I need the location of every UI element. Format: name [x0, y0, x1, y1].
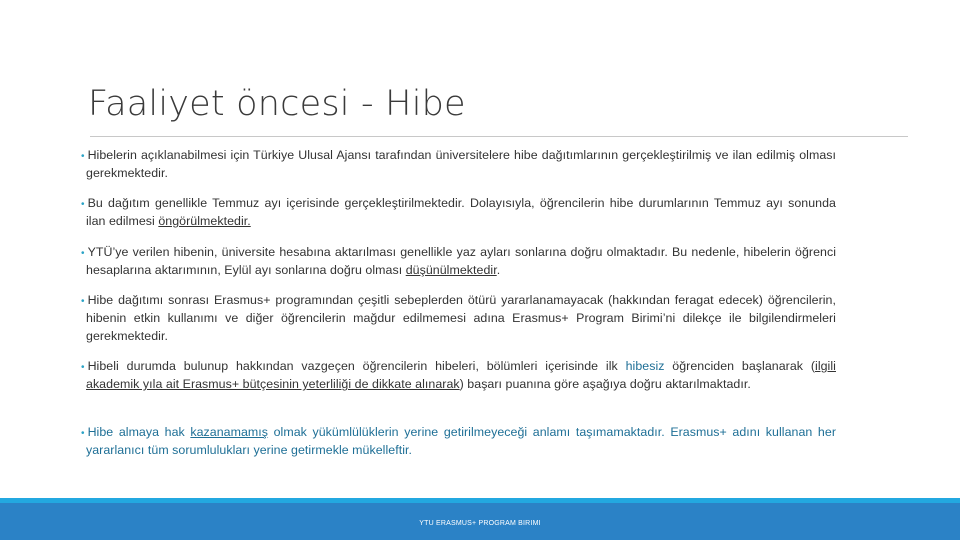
paragraph-text: öğrenciden başlanarak ( [664, 359, 816, 373]
page-title: Faaliyet öncesi - Hibe [88, 84, 466, 124]
underlined-text: öngörülmektedir. [158, 214, 251, 229]
footer-text: YTU ERASMUS+ PROGRAM BIRIMI [419, 520, 541, 527]
footer-bar [0, 503, 960, 540]
bullet-paragraph-1 [81, 147, 836, 183]
bullet-paragraph-3 [81, 244, 836, 280]
bullet-icon: • [81, 199, 85, 210]
bullet-paragraph-5 [81, 358, 836, 394]
bullet-paragraph-6 [81, 424, 836, 460]
paragraph-text: . [496, 263, 501, 278]
paragraph-text: Hibelerin açıklanabilmesi için Türkiye Ulusal Ajansı tarafından üniversitelere hibe dağıtımlarının gerçekleştirilmiş ve ilan edilmiş olması gerekmektedir. [86, 148, 836, 181]
bullet-icon: • [81, 428, 85, 439]
underlined-text: düşünülmektedir [405, 263, 497, 278]
underlined-text: kazanamamış [190, 425, 269, 439]
paragraph-text: Hibe dağıtımı sonrası Erasmus+ programından çeşitli sebeplerden ötürü yararlanamayacak (hakkından feragat edecek) öğrencilerin, hibenin etkin kullanımı ve diğer öğrencilerin mağdur edilmemesi adına Erasmus+ Program Birimi’ni dilekçe ile bilgilendirmeleri gerekmektedir. [86, 293, 836, 343]
paragraph-text: Hibeli durumda bulunup hakkından vazgeçen öğrencilerin hibeleri, bölümleri içerisinde ilk [87, 359, 626, 373]
bullet-icon: • [81, 151, 85, 162]
bullet-paragraph-4 [81, 292, 836, 345]
paragraph-text: ) başarı puanına göre aşağıya doğru aktarılmaktadır. [459, 377, 751, 392]
underlined-text: ilgili akademik yıla ait Erasmus+ bütçesinin yeterliliği de dikkate alınarak [86, 359, 836, 392]
paragraph-text: olmak yükümlülüklerin yerine getirilmeyeceği anlamı taşımamaktadır. Erasmus+ adını kullanan her yararlanıcı tüm sorumlulukları yerine getirmekle mükelleftir. [86, 425, 836, 458]
paragraph-text: Bu dağıtım genellikle Temmuz ayı içerisinde gerçekleştirilmektedir. Dolayısıyla, öğrencilerin hibe durumlarının Temmuz ayı sonunda ilan edilmesi [86, 196, 836, 229]
bullet-icon: • [81, 296, 85, 307]
bullet-icon: • [81, 248, 85, 259]
bullet-icon: • [81, 362, 85, 373]
title-divider [90, 136, 908, 137]
highlighted-text: hibesiz [625, 359, 665, 373]
paragraph-text: Hibe almaya hak [87, 425, 191, 439]
bullet-paragraph-2 [81, 195, 836, 231]
paragraph-text: YTÜ’ye verilen hibenin, üniversite hesabına aktarılması genellikle yaz ayları sonlarına doğru olmaktadır. Bu nedenle, hibelerin öğrenci hesaplarına aktarımının, Eylül ayı sonlarına doğru olması [86, 245, 836, 278]
